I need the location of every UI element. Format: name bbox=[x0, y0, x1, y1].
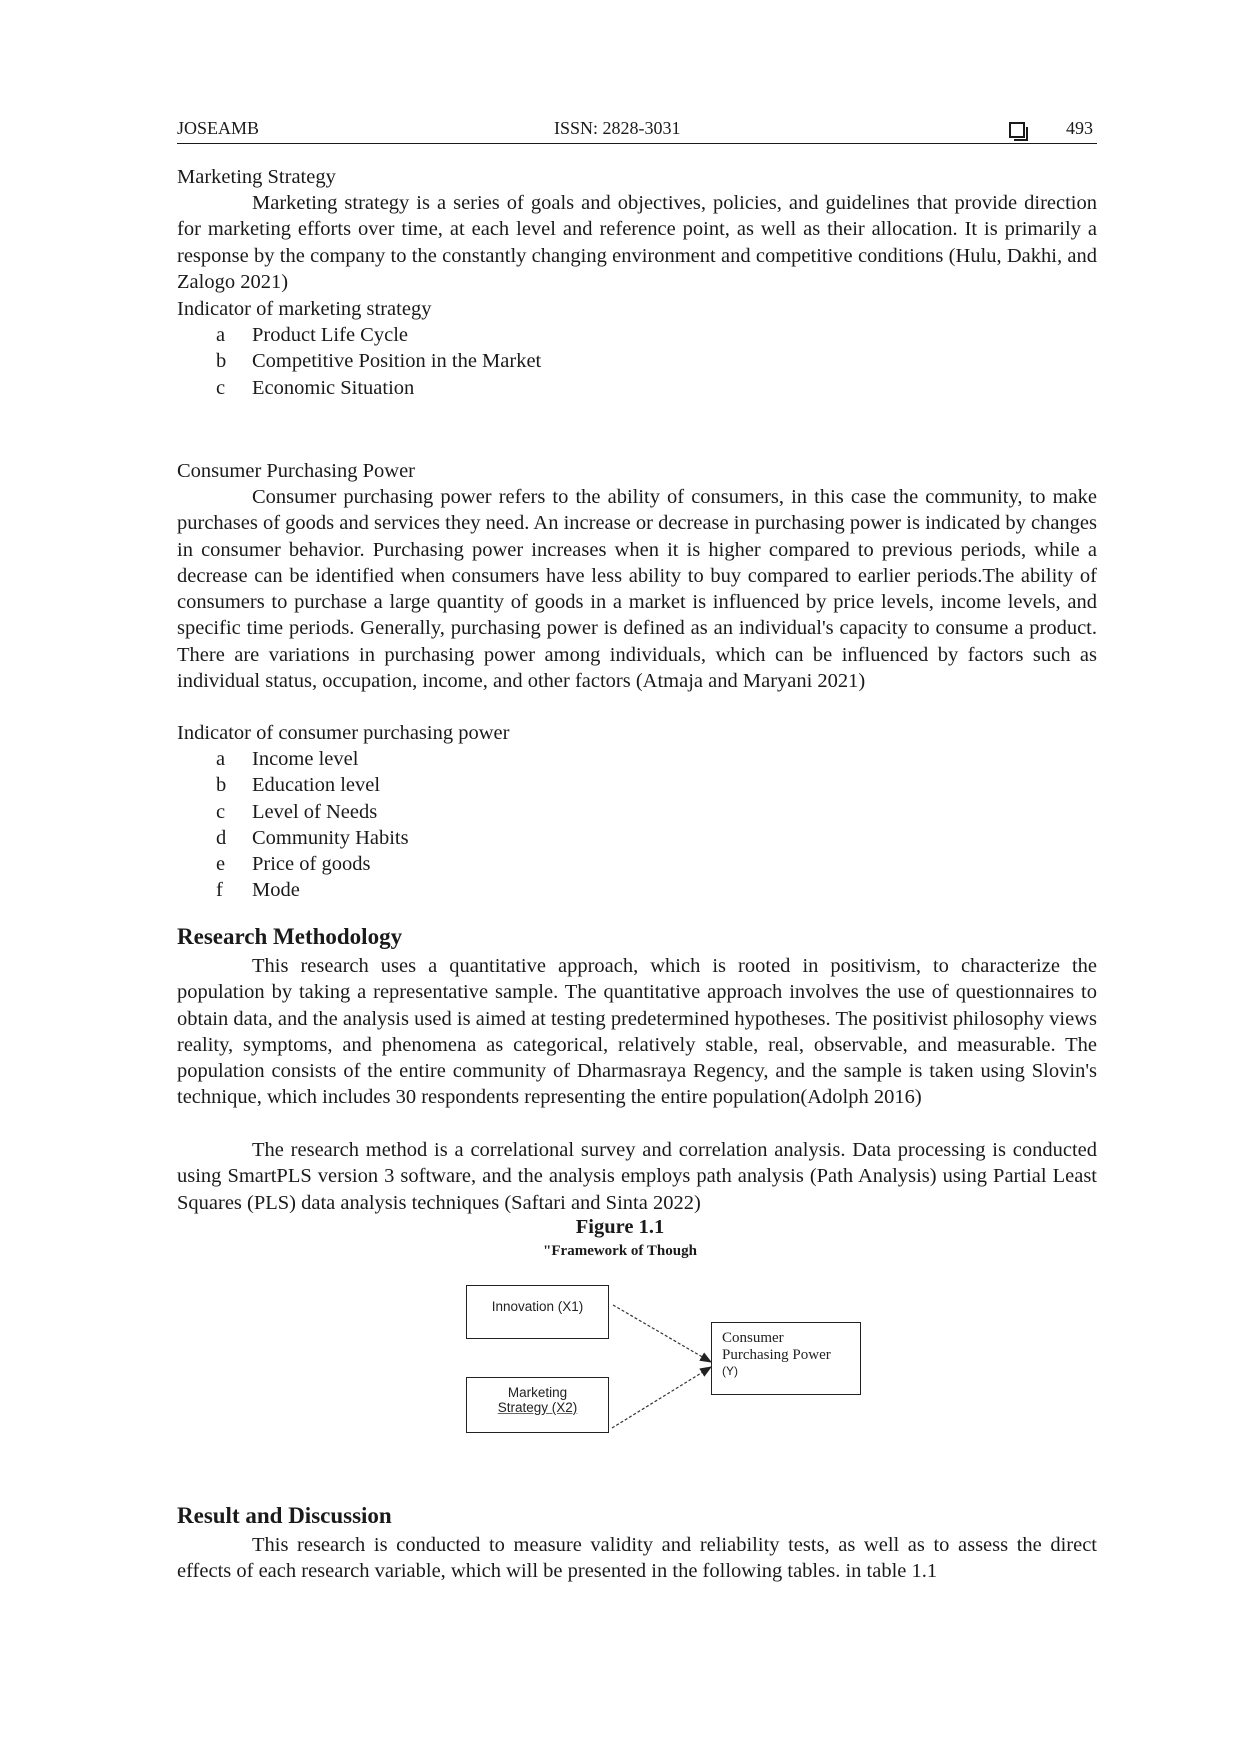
arrow-x1-to-y bbox=[613, 1305, 711, 1362]
consumer-purchasing-power-node: Consumer Purchasing Power (Y) bbox=[711, 1322, 861, 1395]
page-number: 493 bbox=[1066, 118, 1093, 138]
running-header bbox=[177, 118, 1097, 144]
marketing-strategy-indicator-title: Indicator of marketing strategy bbox=[177, 298, 432, 320]
marketing-strategy-paragraph: Marketing strategy is a series of goals and objectives, policies, and guidelines that provide direction for marketing efforts over time, at each level and reference point, as well as their allocation. It is primarily a response by the company to the constantly changing environment and competitive conditions (Hulu, Dakhi, and Zalogo 2021) bbox=[177, 192, 1097, 293]
list-item: a Product Life Cycle bbox=[216, 324, 408, 346]
figure-caption: "Framework of Though bbox=[543, 1243, 697, 1259]
journal-name: JOSEAMB bbox=[177, 118, 260, 138]
marketing-strategy-indicator-list bbox=[177, 322, 777, 401]
innovation-node: Innovation (X1) bbox=[466, 1285, 609, 1339]
list-item: e Price of goods bbox=[216, 853, 371, 876]
methodology-paragraph-1: This research uses a quantitative approach, which is rooted in positivism, to characterize the population by taking a representative sample. The quantitative approach involves the use of questionnaires to obtain data, and the analysis used is aimed at testing predetermined hypotheses. The positivist philosophy views reality, symptoms, and phenomena as categorical, relatively stable, real, observable, and measurable. The population consists of the entire community of Dharmasraya Regency, and the sample is taken using Slovin's technique, which includes 30 respondents representing the entire population(Adolph 2016) bbox=[177, 955, 1097, 1109]
purchasing-power-paragraph: Consumer purchasing power refers to the ability of consumers, in this case the community, to make purchases of goods and services they need. An increase or decrease in purchasing power is indicated by changes in consumer behavior. Purchasing power increases when it is higher compared to previous periods, while a decrease can be identified when consumers have less ability to buy compared to earlier periods.The ability of consumers to purchase a large quantity of goods in a market is influenced by price levels, income levels, and specific time periods. Generally, purchasing power is defined as an individual's capacity to consume a product. There are variations in purchasing power among individuals, which can be influenced by factors such as individual status, occupation, income, and other factors (Atmaja and Maryani 2021) bbox=[177, 486, 1097, 693]
list-item: b Education level bbox=[216, 774, 381, 797]
list-item: c Level of Needs bbox=[216, 800, 378, 823]
results-paragraph: This research is conducted to measure validity and reliability tests, as well as to assess the direct effects of each research variable, which will be presented in the following tables. in table 1.1 bbox=[177, 1534, 1097, 1583]
figure-label: Figure 1.1 bbox=[575, 1216, 665, 1238]
methodology-heading: Research Methodology bbox=[177, 924, 403, 949]
methodology-paragraph-2: The research method is a correlational survey and correlation analysis. Data processing is conducted using SmartPLS version 3 software, and the analysis employs path analysis (Path Analysis) using Partial Least Squares (PLS) data analysis techniques (Saftari and Sinta 2022) bbox=[177, 1139, 1097, 1214]
purchasing-power-indicator-list bbox=[177, 746, 777, 904]
list-item: f Mode bbox=[216, 879, 300, 902]
issn: ISSN: 2828-3031 bbox=[554, 118, 681, 138]
header-rule bbox=[177, 143, 1097, 144]
purchasing-power-indicator-title: Indicator of consumer purchasing power bbox=[177, 722, 510, 744]
list-item: a Income level bbox=[216, 748, 359, 770]
results-heading: Result and Discussion bbox=[177, 1503, 392, 1528]
list-item: d Community Habits bbox=[216, 826, 409, 849]
purchasing-power-title: Consumer Purchasing Power bbox=[177, 460, 416, 482]
list-item: c Economic Situation bbox=[216, 376, 415, 399]
marketing-strategy-title: Marketing Strategy bbox=[177, 166, 336, 188]
marketing-strategy-node: Marketing Strategy (X2) bbox=[466, 1377, 609, 1433]
list-item: b Competitive Position in the Market bbox=[216, 350, 542, 373]
square-icon bbox=[1009, 122, 1025, 138]
arrow-x2-to-y bbox=[612, 1367, 711, 1428]
